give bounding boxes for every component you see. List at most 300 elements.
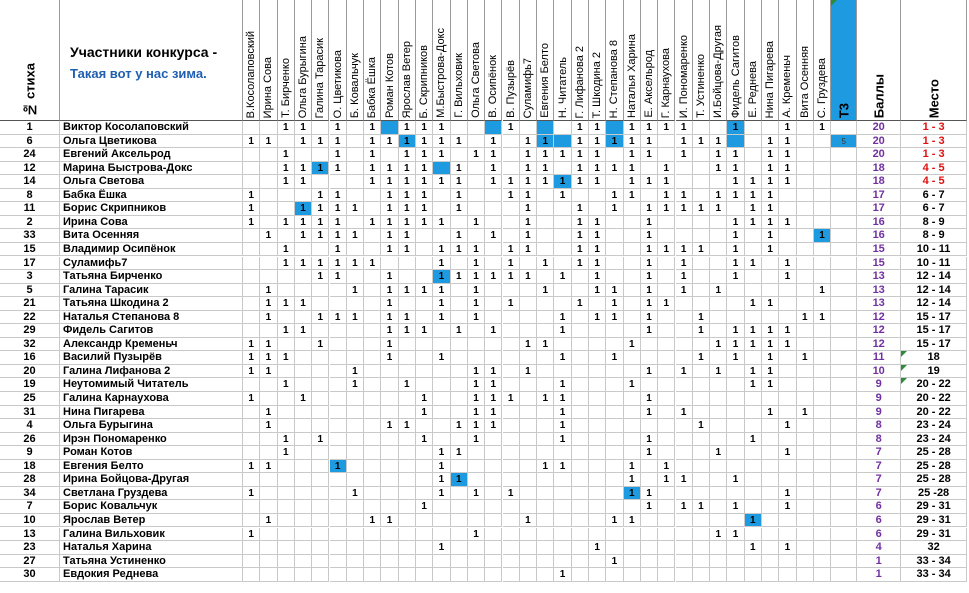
place-cell: 4 - 5 bbox=[901, 162, 967, 176]
vote-cell bbox=[589, 568, 606, 582]
participant-name: Бабка Ёшка bbox=[60, 189, 243, 203]
vote-cell bbox=[814, 487, 831, 501]
vote-cell bbox=[727, 555, 744, 569]
vote-cell bbox=[658, 528, 675, 542]
vote-cell bbox=[503, 365, 520, 379]
participant-name: Евгений Аксельрод bbox=[60, 148, 243, 162]
vote-cell bbox=[416, 473, 433, 487]
vote-cell: 1 bbox=[710, 528, 727, 542]
vote-cell: 1 bbox=[537, 148, 554, 162]
vote-cell: 1 bbox=[278, 243, 295, 257]
vote-cell bbox=[693, 392, 710, 406]
vote-cell bbox=[433, 324, 450, 338]
vote-cell bbox=[416, 378, 433, 392]
vote-cell bbox=[243, 257, 260, 271]
vote-cell bbox=[295, 446, 312, 460]
vote-cell: 1 bbox=[572, 297, 589, 311]
vote-cell bbox=[485, 514, 502, 528]
poem-number: 34 bbox=[0, 487, 60, 501]
vote-cell bbox=[641, 378, 658, 392]
vote-cell: 1 bbox=[554, 351, 571, 365]
voter-name: Г. Лифанова 2 bbox=[573, 45, 586, 118]
vote-cell: 1 bbox=[468, 406, 485, 420]
vote-cell: 1 bbox=[762, 324, 779, 338]
vote-cell bbox=[416, 351, 433, 365]
vote-cell bbox=[347, 351, 364, 365]
vote-cell bbox=[554, 528, 571, 542]
t3-cell bbox=[831, 500, 857, 514]
vote-cell bbox=[503, 324, 520, 338]
vote-cell bbox=[295, 270, 312, 284]
score-cell: 7 bbox=[857, 446, 901, 460]
vote-cell: 1 bbox=[606, 555, 623, 569]
vote-cell bbox=[537, 324, 554, 338]
vote-cell: 1 bbox=[624, 175, 641, 189]
vote-cell bbox=[503, 338, 520, 352]
vote-cell: 1 bbox=[243, 202, 260, 216]
vote-cell bbox=[589, 419, 606, 433]
vote-cell bbox=[693, 148, 710, 162]
vote-cell: 1 bbox=[710, 365, 727, 379]
vote-cell: 1 bbox=[641, 229, 658, 243]
vote-cell bbox=[710, 378, 727, 392]
vote-cell bbox=[745, 460, 762, 474]
vote-cell: 1 bbox=[451, 229, 468, 243]
vote-cell bbox=[797, 528, 814, 542]
vote-cell bbox=[399, 338, 416, 352]
vote-cell: 1 bbox=[451, 135, 468, 149]
vote-cell bbox=[814, 175, 831, 189]
place-cell: 20 - 22 bbox=[901, 378, 967, 392]
vote-cell: 1 bbox=[433, 297, 450, 311]
vote-cell bbox=[468, 555, 485, 569]
vote-cell: 1 bbox=[278, 162, 295, 176]
vote-cell bbox=[260, 555, 277, 569]
vote-cell bbox=[243, 270, 260, 284]
vote-cell bbox=[572, 311, 589, 325]
vote-cell bbox=[433, 378, 450, 392]
vote-cell: 1 bbox=[589, 148, 606, 162]
vote-cell: 1 bbox=[641, 202, 658, 216]
vote-cell bbox=[330, 500, 347, 514]
vote-cell bbox=[676, 528, 693, 542]
vote-cell: 1 bbox=[381, 324, 398, 338]
vote-cell: 1 bbox=[503, 297, 520, 311]
vote-cell bbox=[399, 473, 416, 487]
vote-cell bbox=[693, 216, 710, 230]
vote-cell bbox=[537, 243, 554, 257]
vote-cell bbox=[606, 392, 623, 406]
vote-cell: 1 bbox=[606, 297, 623, 311]
vote-cell: 1 bbox=[433, 446, 450, 460]
vote-cell bbox=[710, 257, 727, 271]
vote-cell bbox=[278, 392, 295, 406]
vote-cell bbox=[624, 433, 641, 447]
vote-cell: 1 bbox=[745, 378, 762, 392]
vote-cell bbox=[554, 487, 571, 501]
vote-cell: 1 bbox=[554, 568, 571, 582]
vote-cell: 1 bbox=[762, 365, 779, 379]
vote-cell: 1 bbox=[433, 270, 450, 284]
vote-cell bbox=[295, 487, 312, 501]
vote-cell bbox=[520, 284, 537, 298]
vote-cell bbox=[641, 514, 658, 528]
vote-cell: 1 bbox=[451, 446, 468, 460]
vote-cell bbox=[260, 541, 277, 555]
vote-cell: 1 bbox=[243, 392, 260, 406]
vote-cell: 1 bbox=[727, 324, 744, 338]
voter-header bbox=[468, 0, 485, 121]
place-cell: 29 - 31 bbox=[901, 500, 967, 514]
vote-cell bbox=[278, 528, 295, 542]
vote-cell bbox=[347, 446, 364, 460]
voter-header bbox=[658, 0, 675, 121]
vote-cell bbox=[589, 297, 606, 311]
vote-cell: 1 bbox=[451, 270, 468, 284]
vote-cell bbox=[330, 419, 347, 433]
vote-cell: 1 bbox=[433, 148, 450, 162]
vote-cell bbox=[658, 568, 675, 582]
vote-cell bbox=[468, 189, 485, 203]
vote-cell bbox=[330, 568, 347, 582]
vote-cell: 1 bbox=[606, 202, 623, 216]
vote-cell bbox=[503, 135, 520, 149]
vote-cell: 1 bbox=[641, 392, 658, 406]
vote-cell: 1 bbox=[416, 433, 433, 447]
vote-cell bbox=[572, 351, 589, 365]
vote-cell bbox=[710, 460, 727, 474]
vote-cell: 1 bbox=[779, 541, 796, 555]
vote-cell: 1 bbox=[347, 229, 364, 243]
score-cell: 20 bbox=[857, 121, 901, 135]
score-cell: 13 bbox=[857, 270, 901, 284]
vote-cell bbox=[520, 528, 537, 542]
t3-cell bbox=[831, 446, 857, 460]
vote-cell: 1 bbox=[537, 135, 554, 149]
vote-cell bbox=[779, 243, 796, 257]
vote-cell bbox=[381, 487, 398, 501]
vote-cell bbox=[416, 528, 433, 542]
vote-cell bbox=[416, 365, 433, 379]
voter-header bbox=[572, 0, 589, 121]
vote-cell bbox=[312, 528, 329, 542]
vote-cell bbox=[693, 189, 710, 203]
vote-cell bbox=[433, 365, 450, 379]
participant-name: Борис Ковальчук bbox=[60, 500, 243, 514]
vote-cell bbox=[485, 202, 502, 216]
vote-cell bbox=[676, 311, 693, 325]
vote-cell bbox=[399, 270, 416, 284]
vote-cell bbox=[676, 433, 693, 447]
vote-cell bbox=[381, 460, 398, 474]
vote-cell bbox=[693, 338, 710, 352]
vote-cell bbox=[347, 297, 364, 311]
vote-cell bbox=[814, 446, 831, 460]
place-cell: 25 -28 bbox=[901, 487, 967, 501]
vote-cell bbox=[503, 351, 520, 365]
vote-cell bbox=[451, 392, 468, 406]
vote-cell bbox=[347, 406, 364, 420]
vote-cell bbox=[693, 406, 710, 420]
vote-cell bbox=[710, 311, 727, 325]
vote-cell: 1 bbox=[416, 392, 433, 406]
vote-cell: 1 bbox=[589, 175, 606, 189]
vote-cell bbox=[572, 568, 589, 582]
vote-cell bbox=[814, 568, 831, 582]
vote-cell bbox=[278, 229, 295, 243]
voter-header bbox=[676, 0, 693, 121]
vote-cell: 1 bbox=[710, 189, 727, 203]
place-cell: 1 - 3 bbox=[901, 148, 967, 162]
vote-cell bbox=[589, 528, 606, 542]
vote-cell bbox=[243, 568, 260, 582]
vote-cell: 1 bbox=[485, 270, 502, 284]
vote-cell bbox=[727, 487, 744, 501]
vote-cell: 1 bbox=[485, 406, 502, 420]
voter-name: Е. Аксельрод bbox=[643, 50, 656, 118]
vote-cell bbox=[364, 487, 381, 501]
comment-marker bbox=[901, 378, 907, 384]
vote-cell: 1 bbox=[710, 202, 727, 216]
vote-cell bbox=[779, 229, 796, 243]
vote-cell: 1 bbox=[381, 270, 398, 284]
vote-cell: 1 bbox=[485, 148, 502, 162]
vote-cell: 1 bbox=[606, 284, 623, 298]
vote-cell: 1 bbox=[814, 311, 831, 325]
vote-cell bbox=[606, 487, 623, 501]
poem-number: 3 bbox=[0, 270, 60, 284]
vote-cell: 1 bbox=[347, 284, 364, 298]
vote-cell bbox=[295, 311, 312, 325]
vote-cell bbox=[295, 433, 312, 447]
vote-cell bbox=[451, 148, 468, 162]
vote-cell bbox=[399, 514, 416, 528]
vote-cell: 1 bbox=[727, 270, 744, 284]
vote-cell bbox=[572, 460, 589, 474]
place-cell: 6 - 7 bbox=[901, 202, 967, 216]
vote-cell: 1 bbox=[727, 162, 744, 176]
vote-cell bbox=[814, 162, 831, 176]
vote-cell bbox=[572, 284, 589, 298]
vote-cell bbox=[727, 406, 744, 420]
vote-cell bbox=[814, 189, 831, 203]
vote-cell: 1 bbox=[658, 297, 675, 311]
vote-cell bbox=[260, 324, 277, 338]
vote-cell: 1 bbox=[503, 121, 520, 135]
vote-cell bbox=[797, 189, 814, 203]
vote-cell bbox=[485, 351, 502, 365]
vote-cell: 1 bbox=[278, 378, 295, 392]
vote-cell bbox=[641, 162, 658, 176]
vote-cell: 1 bbox=[399, 243, 416, 257]
vote-cell: 1 bbox=[641, 135, 658, 149]
vote-cell bbox=[693, 229, 710, 243]
vote-cell bbox=[710, 500, 727, 514]
vote-cell: 1 bbox=[433, 541, 450, 555]
vote-cell bbox=[745, 311, 762, 325]
vote-cell bbox=[451, 541, 468, 555]
vote-cell: 1 bbox=[641, 311, 658, 325]
vote-cell: 1 bbox=[468, 216, 485, 230]
vote-cell bbox=[485, 257, 502, 271]
vote-cell bbox=[676, 555, 693, 569]
vote-cell: 1 bbox=[399, 284, 416, 298]
vote-cell: 1 bbox=[520, 216, 537, 230]
vote-cell bbox=[295, 460, 312, 474]
vote-cell bbox=[330, 338, 347, 352]
vote-cell bbox=[399, 500, 416, 514]
vote-cell: 1 bbox=[554, 460, 571, 474]
vote-cell bbox=[779, 297, 796, 311]
vote-cell bbox=[624, 216, 641, 230]
vote-cell bbox=[710, 121, 727, 135]
vote-cell bbox=[676, 446, 693, 460]
vote-cell bbox=[779, 514, 796, 528]
voter-name: Фидель Сагитов bbox=[729, 34, 742, 118]
vote-cell: 1 bbox=[641, 257, 658, 271]
vote-cell bbox=[814, 135, 831, 149]
vote-cell bbox=[364, 541, 381, 555]
place-cell: 10 - 11 bbox=[901, 243, 967, 257]
vote-cell bbox=[330, 555, 347, 569]
voter-header bbox=[347, 0, 364, 121]
vote-cell bbox=[416, 243, 433, 257]
vote-cell: 1 bbox=[364, 175, 381, 189]
score-cell: 16 bbox=[857, 216, 901, 230]
vote-cell bbox=[503, 378, 520, 392]
vote-cell bbox=[606, 229, 623, 243]
vote-cell: 1 bbox=[624, 338, 641, 352]
vote-cell: 1 bbox=[624, 148, 641, 162]
vote-cell bbox=[260, 528, 277, 542]
participant-name: Суламифь7 bbox=[60, 257, 243, 271]
vote-cell bbox=[399, 528, 416, 542]
vote-cell bbox=[710, 270, 727, 284]
participant-name: Евгения Белто bbox=[60, 460, 243, 474]
poem-number: 11 bbox=[0, 202, 60, 216]
vote-cell bbox=[658, 446, 675, 460]
vote-cell: 1 bbox=[330, 135, 347, 149]
vote-cell: 1 bbox=[554, 378, 571, 392]
vote-cell bbox=[416, 446, 433, 460]
vote-cell: 1 bbox=[537, 257, 554, 271]
vote-cell bbox=[676, 162, 693, 176]
vote-cell bbox=[433, 202, 450, 216]
place-cell: 19 bbox=[901, 365, 967, 379]
vote-cell bbox=[710, 555, 727, 569]
vote-cell bbox=[485, 568, 502, 582]
participant-name: Василий Пузырёв bbox=[60, 351, 243, 365]
vote-cell bbox=[606, 541, 623, 555]
vote-cell: 1 bbox=[381, 162, 398, 176]
vote-cell bbox=[589, 338, 606, 352]
vote-cell bbox=[399, 555, 416, 569]
t3-cell bbox=[831, 392, 857, 406]
vote-cell bbox=[295, 500, 312, 514]
vote-cell bbox=[364, 202, 381, 216]
vote-cell: 1 bbox=[727, 229, 744, 243]
score-cell: 6 bbox=[857, 528, 901, 542]
vote-cell bbox=[330, 528, 347, 542]
vote-cell bbox=[260, 473, 277, 487]
vote-cell bbox=[624, 500, 641, 514]
voter-header bbox=[330, 0, 347, 121]
vote-cell bbox=[433, 528, 450, 542]
voter-name: М.Быстрова-Докс bbox=[435, 28, 448, 118]
vote-cell bbox=[606, 419, 623, 433]
t3-cell bbox=[831, 324, 857, 338]
vote-cell bbox=[243, 121, 260, 135]
vote-cell: 1 bbox=[381, 175, 398, 189]
voter-header bbox=[312, 0, 329, 121]
vote-cell bbox=[554, 243, 571, 257]
vote-cell: 1 bbox=[814, 121, 831, 135]
vote-cell bbox=[710, 297, 727, 311]
vote-cell bbox=[676, 175, 693, 189]
vote-cell: 1 bbox=[606, 514, 623, 528]
vote-cell bbox=[260, 148, 277, 162]
vote-cell bbox=[814, 460, 831, 474]
poem-number: 15 bbox=[0, 243, 60, 257]
vote-cell: 1 bbox=[381, 243, 398, 257]
vote-cell: 1 bbox=[762, 243, 779, 257]
vote-cell bbox=[433, 433, 450, 447]
vote-cell bbox=[658, 500, 675, 514]
vote-cell bbox=[745, 500, 762, 514]
vote-cell: 1 bbox=[295, 162, 312, 176]
vote-cell bbox=[295, 243, 312, 257]
vote-cell bbox=[745, 243, 762, 257]
vote-cell: 1 bbox=[572, 135, 589, 149]
vote-cell bbox=[485, 528, 502, 542]
vote-cell bbox=[537, 528, 554, 542]
vote-cell bbox=[676, 324, 693, 338]
vote-cell bbox=[606, 473, 623, 487]
vote-cell bbox=[606, 378, 623, 392]
vote-cell: 1 bbox=[572, 121, 589, 135]
vote-cell: 1 bbox=[312, 189, 329, 203]
place-cell: 25 - 28 bbox=[901, 473, 967, 487]
vote-cell bbox=[485, 541, 502, 555]
vote-cell bbox=[381, 148, 398, 162]
vote-cell bbox=[451, 351, 468, 365]
vote-cell: 1 bbox=[468, 297, 485, 311]
vote-cell bbox=[710, 392, 727, 406]
vote-cell bbox=[797, 487, 814, 501]
vote-cell: 1 bbox=[641, 365, 658, 379]
vote-cell bbox=[347, 189, 364, 203]
vote-cell: 1 bbox=[745, 541, 762, 555]
vote-cell: 1 bbox=[606, 162, 623, 176]
vote-cell: 1 bbox=[295, 216, 312, 230]
vote-cell: 1 bbox=[312, 433, 329, 447]
place-cell: 10 - 11 bbox=[901, 257, 967, 271]
vote-cell bbox=[658, 541, 675, 555]
vote-cell bbox=[554, 514, 571, 528]
vote-cell: 1 bbox=[814, 229, 831, 243]
vote-cell bbox=[347, 473, 364, 487]
vote-cell bbox=[330, 433, 347, 447]
vote-cell bbox=[381, 406, 398, 420]
vote-cell bbox=[451, 433, 468, 447]
vote-cell bbox=[797, 338, 814, 352]
vote-cell bbox=[693, 433, 710, 447]
vote-cell: 1 bbox=[451, 419, 468, 433]
poem-number: 13 bbox=[0, 528, 60, 542]
vote-cell bbox=[589, 500, 606, 514]
vote-cell: 1 bbox=[727, 500, 744, 514]
poem-number: 12 bbox=[0, 162, 60, 176]
